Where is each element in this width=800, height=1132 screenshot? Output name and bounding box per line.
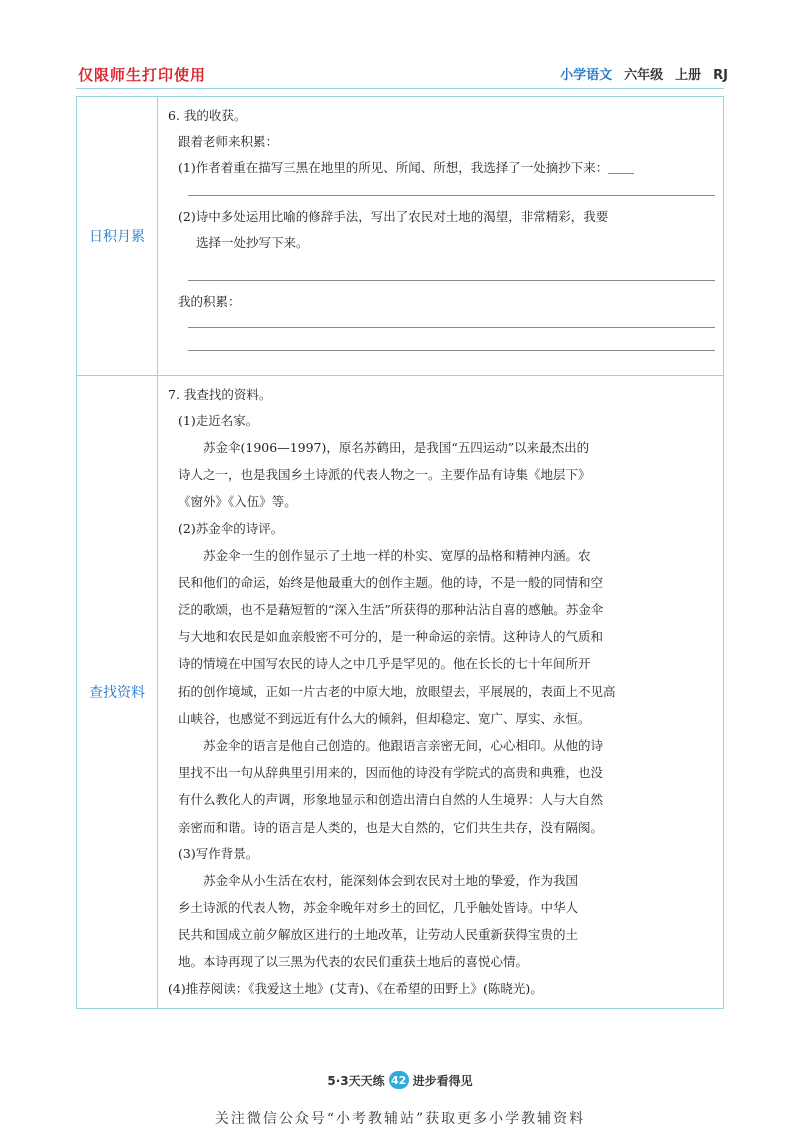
text-line: 诗人之一，也是我国乡土诗派的代表人物之一。主要作品有诗集《地层下》 [178, 467, 591, 483]
section-research [77, 376, 723, 1008]
my-accumulation-label: 我的积累： [178, 294, 241, 309]
footer-slogan: 进步看得见 [412, 1073, 473, 1088]
section-content-daily [158, 97, 723, 375]
text-line: 苏金伞从小生活在农村，能深刻体会到农民对土地的挚爱，作为我国 [203, 872, 579, 888]
header-divider [76, 88, 724, 89]
sub-1-body [168, 434, 715, 516]
section-daily-accumulation [77, 97, 723, 376]
text-line: 亲密而和谐。诗的语言是人类的，也是大自然的，它们共生共存，没有隔阂。 [178, 819, 604, 835]
text-line: 地。本诗再现了以三黑为代表的农民们重获土地后的喜悦心情。 [178, 954, 529, 970]
item-1-blank[interactable] [608, 173, 634, 174]
item-1-text: (1)作者着重在描写三黑在地里的所见、所闻、所想，我选择了一处摘抄下来： [178, 160, 609, 175]
section-label-research: 查找资料 [77, 376, 158, 1008]
sub-3-title: (3)写作背景。 [178, 845, 259, 861]
sub-2-para-2 [168, 732, 715, 841]
edition-label: RJ [713, 68, 728, 83]
text-line: 泛的歌颂，也不是藉短暂的“深入生活”所获得的那种沾沾自喜的感触。苏金伞 [178, 602, 604, 618]
book-info [560, 64, 728, 83]
section-content-research [158, 376, 723, 1008]
text-line: 有什么教化人的声调，形象地显示和创造出清白自然的人生境界：人与大自然 [178, 792, 604, 808]
text-line: 苏金伞(1906—1997)，原名苏鹤田，是我国“五四运动”以来最杰出的 [203, 440, 590, 455]
text-line: 拓的创作境域，正如一片古老的中原大地，放眼望去，平展展的，表面上不见高 [178, 683, 616, 699]
text-line: 与大地和农民是如血亲般密不可分的，是一种命运的亲情。这种诗人的气质和 [178, 629, 604, 645]
item-2-line-1: (2)诗中多处运用比喻的修辞手法，写出了农民对土地的渴望，非常精彩，我要 [178, 209, 609, 224]
sub-2-title: (2)苏金伞的诗评。 [178, 520, 284, 536]
wechat-notice: 关注微信公众号“小考教辅站”获取更多小学教辅资料 [214, 1111, 586, 1127]
text-line: 山峡谷，也感觉不到远近有什么大的倾斜，但却稳定、宽广、厚实、永恒。 [178, 710, 591, 726]
sub-2-para-1 [168, 542, 715, 732]
question-7-title: 7. 我查找的资料。 [168, 387, 272, 402]
accumulate-intro: 跟着老师来积累： [178, 134, 279, 149]
section-label-daily: 日积月累 [77, 97, 158, 375]
sub-3-body [168, 867, 715, 976]
text-line: 民共和国成立前夕解放区进行的土地改革，让劳动人民重新获得宝贵的土 [178, 927, 579, 943]
sub-1-title: (1)走近名家。 [178, 413, 259, 428]
text-line: 里找不出一句从辞典里引用来的，因而他的诗没有学院式的高贵和典雅，也没 [178, 765, 604, 781]
text-line: 《窗外》《入伍》等。 [178, 494, 297, 510]
footer-brand: 5·3天天练 [327, 1073, 385, 1088]
text-line: 苏金伞的语言是他自己创造的。他跟语言亲密无间，心心相印。从他的诗 [203, 738, 604, 754]
subject-label: 小学语文 [560, 68, 613, 83]
page-number-badge: 42 [389, 1071, 409, 1089]
item-1-prompt [168, 155, 715, 181]
text-line: 民和他们的命运，始终是他最重大的创作主题。他的诗，不是一般的同情和空 [178, 574, 604, 590]
question-6-title: 6. 我的收获。 [168, 108, 247, 123]
item-2-line-2: 选择一处抄写下来。 [196, 235, 309, 250]
print-notice: 仅限师生打印使用 [78, 66, 207, 84]
grade-label: 六年级 [624, 68, 664, 83]
sub-4-recommended-reading: (4)推荐阅读：《我爱这土地》(艾青)、《在希望的田野上》(陈晓光)。 [168, 980, 543, 996]
worksheet-table [76, 96, 724, 1009]
volume-label: 上册 [675, 68, 702, 83]
text-line: 苏金伞一生的创作显示了土地一样的朴实、宽厚的品格和精神内涵。农 [203, 547, 591, 563]
page-footer [0, 1071, 800, 1089]
answer-line-4[interactable] [188, 350, 715, 351]
text-line: 诗的情境在中国写农民的诗人之中几乎是罕见的。他在长长的七十年间所开 [178, 656, 591, 672]
text-line: 乡土诗派的代表人物，苏金伞晚年对乡土的回忆，几乎触处皆诗。中华人 [178, 900, 579, 916]
